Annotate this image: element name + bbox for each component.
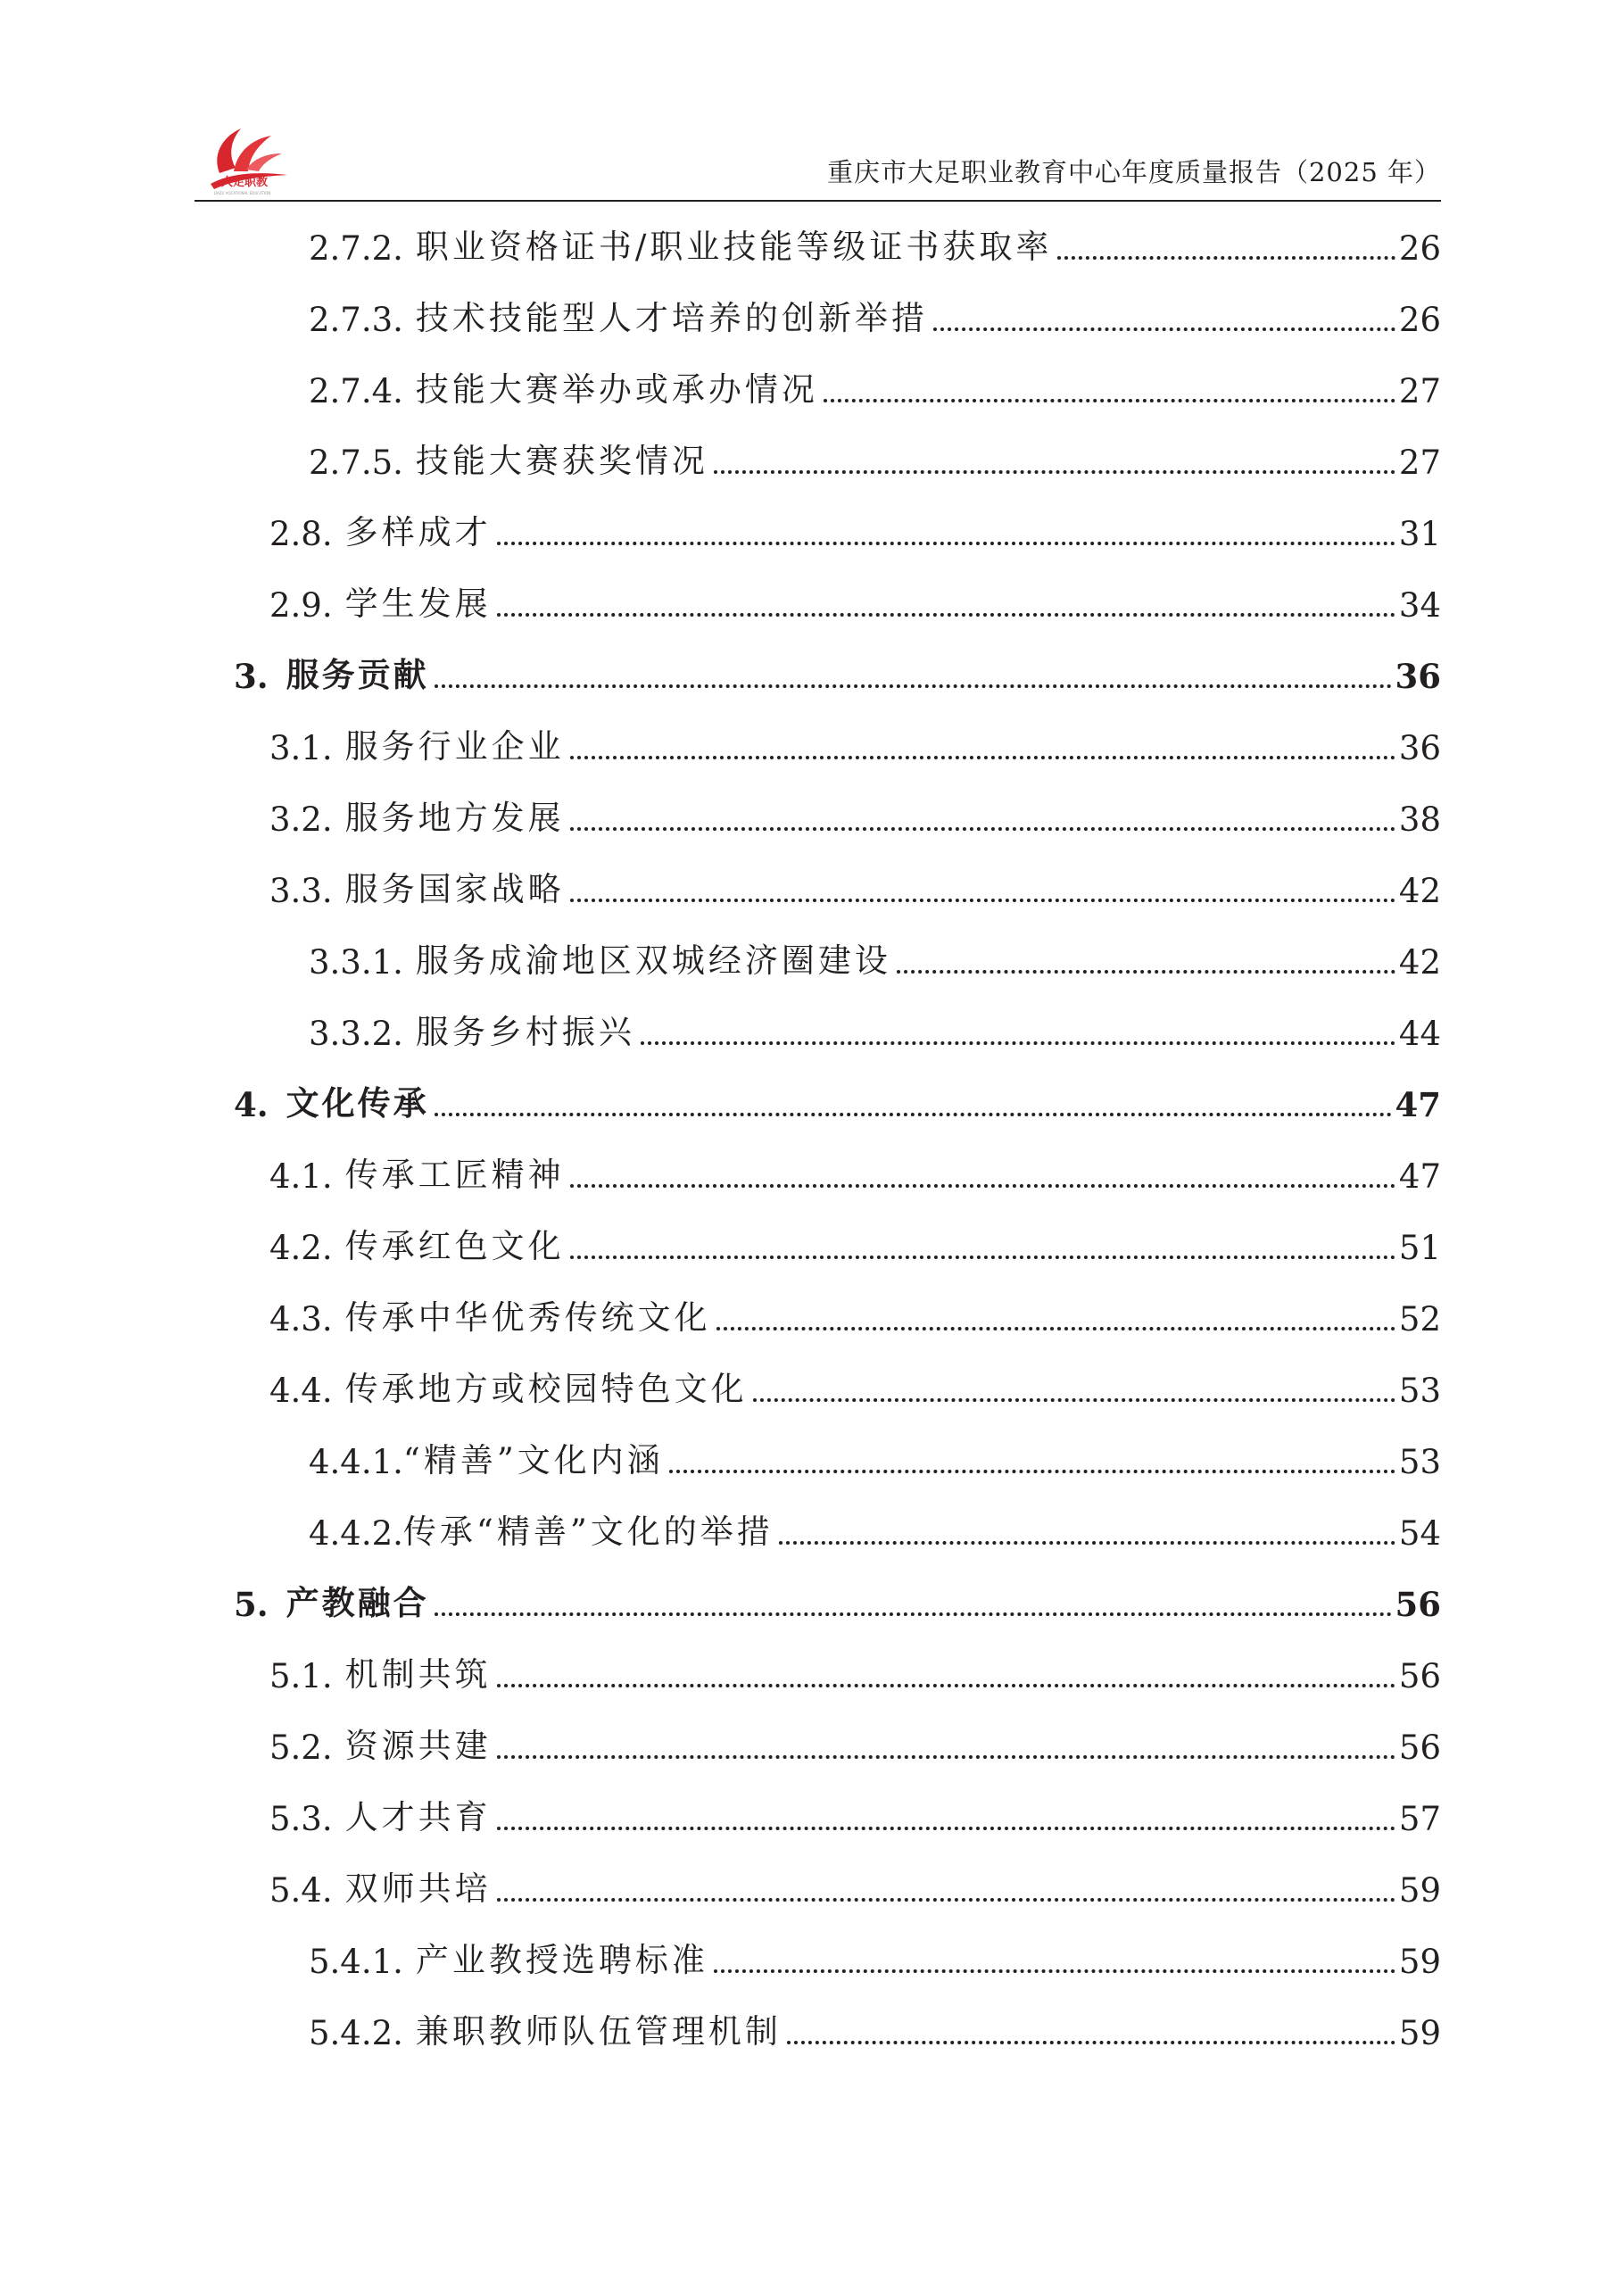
toc-leader-dots xyxy=(497,1898,1395,1902)
toc-page-number: 27 xyxy=(1398,372,1441,410)
toc-entry-3-3[interactable] xyxy=(269,860,1441,910)
logo-text: 大足职教 xyxy=(221,176,269,189)
toc-number: 3.3. xyxy=(269,872,333,910)
toc-entry-2-8[interactable] xyxy=(269,503,1441,553)
toc-label: “精善”文化内涵 xyxy=(402,1441,664,1480)
toc-entry-5-1[interactable] xyxy=(269,1645,1441,1695)
toc-entry-3-1[interactable] xyxy=(269,717,1441,767)
toc-page-number: 47 xyxy=(1395,1085,1441,1124)
toc-number: 5.4. xyxy=(269,1871,333,1910)
toc-label: 传承地方或校园特色文化 xyxy=(344,1370,748,1408)
toc-entry-4-4-1[interactable] xyxy=(309,1431,1441,1481)
toc-leader-dots xyxy=(497,1827,1395,1830)
toc-entry-4-4-2[interactable] xyxy=(309,1503,1441,1553)
toc-page-number: 38 xyxy=(1398,800,1441,839)
toc-label: 双师共培 xyxy=(344,1869,492,1908)
toc-label: 产业教授选聘标准 xyxy=(415,1941,708,1979)
toc-leader-dots xyxy=(570,1256,1395,1259)
toc-number: 5. xyxy=(234,1585,269,1624)
toc-number: 5.1. xyxy=(269,1657,333,1695)
toc-number: 2.7.4. xyxy=(309,372,403,410)
toc-entry-2-7-2[interactable] xyxy=(309,218,1441,268)
toc-leader-dots xyxy=(497,1755,1395,1759)
toc-page-number: 42 xyxy=(1398,872,1441,910)
toc-number: 4. xyxy=(234,1085,269,1124)
toc-entry-3-2[interactable] xyxy=(269,789,1441,839)
toc-page-number: 36 xyxy=(1398,729,1441,767)
toc-page-number: 34 xyxy=(1398,586,1441,625)
toc-number: 4.4.2. xyxy=(309,1514,403,1553)
toc-leader-dots xyxy=(570,756,1395,759)
toc-leader-dots xyxy=(570,899,1395,902)
toc-leader-dots xyxy=(753,1398,1395,1402)
toc-page-number: 59 xyxy=(1398,1871,1441,1910)
toc-leader-dots xyxy=(497,613,1395,617)
toc-entry-4[interactable] xyxy=(234,1074,1441,1124)
toc-number: 2.7.5. xyxy=(309,443,403,482)
toc-leader-dots xyxy=(669,1470,1395,1473)
toc-leader-dots xyxy=(897,970,1395,974)
toc-number: 4.4.1. xyxy=(309,1443,403,1481)
toc-leader-dots xyxy=(824,399,1395,402)
toc-leader-dots xyxy=(497,542,1395,545)
toc-number: 3. xyxy=(234,657,269,696)
toc-leader-dots xyxy=(435,684,1392,688)
toc-page-number: 26 xyxy=(1398,301,1441,339)
toc-page-number: 44 xyxy=(1398,1015,1441,1053)
toc-page-number: 57 xyxy=(1398,1800,1441,1838)
report-title: 重庆市大足职业教育中心年度质量报告（2025 年） xyxy=(826,157,1441,187)
toc-leader-dots xyxy=(497,1684,1395,1687)
school-logo-icon xyxy=(195,121,293,198)
toc-number: 2.7.2. xyxy=(309,229,403,268)
toc-label: 人才共育 xyxy=(344,1798,492,1836)
toc-entry-3-3-2[interactable] xyxy=(309,1003,1441,1053)
toc-leader-dots xyxy=(570,827,1395,831)
toc-entry-3-3-1[interactable] xyxy=(309,932,1441,982)
toc-number: 2.9. xyxy=(269,586,333,625)
toc-number: 5.4.1. xyxy=(309,1943,403,1981)
toc-leader-dots xyxy=(779,1541,1395,1545)
toc-number: 3.3.2. xyxy=(309,1015,403,1053)
toc-entry-5[interactable] xyxy=(234,1574,1441,1624)
toc-leader-dots xyxy=(641,1041,1395,1045)
toc-entry-5-2[interactable] xyxy=(269,1717,1441,1767)
toc-label: 资源共建 xyxy=(344,1727,492,1765)
toc-number: 4.2. xyxy=(269,1229,333,1267)
logo-subtext: DAZU VOCATIONAL EDUCATION xyxy=(214,191,271,195)
toc-number: 3.3.1. xyxy=(309,943,403,982)
toc-label: 技能大赛获奖情况 xyxy=(415,442,708,480)
toc-entry-5-4-2[interactable] xyxy=(309,2002,1441,2052)
toc-number: 5.2. xyxy=(269,1728,333,1767)
toc-label: 文化传承 xyxy=(286,1083,429,1123)
toc-leader-dots xyxy=(933,327,1395,331)
toc-leader-dots xyxy=(1057,256,1395,260)
toc-page-number: 53 xyxy=(1398,1372,1441,1410)
toc-page-number: 56 xyxy=(1398,1728,1441,1767)
toc-label: 服务国家战略 xyxy=(344,870,565,908)
toc-entry-3[interactable] xyxy=(234,646,1441,696)
toc-label: 产教融合 xyxy=(286,1583,429,1622)
toc-label: 机制共筑 xyxy=(344,1655,492,1694)
toc-label: 服务乡村振兴 xyxy=(415,1013,635,1051)
toc-label: 技能大赛举办或承办情况 xyxy=(415,370,818,409)
toc-page-number: 56 xyxy=(1395,1585,1441,1624)
toc-number: 2.8. xyxy=(269,515,333,553)
toc-label: 传承“精善”文化的举措 xyxy=(402,1513,774,1551)
page-header xyxy=(195,105,1441,202)
toc-entry-2-9[interactable] xyxy=(269,575,1441,625)
toc-page-number: 53 xyxy=(1398,1443,1441,1481)
toc-label: 传承红色文化 xyxy=(344,1227,565,1265)
toc-leader-dots xyxy=(435,1612,1392,1616)
toc-page-number: 47 xyxy=(1398,1157,1441,1196)
toc-page-number: 59 xyxy=(1398,1943,1441,1981)
toc-leader-dots xyxy=(714,470,1395,474)
toc-leader-dots xyxy=(716,1327,1395,1330)
toc-page-number: 51 xyxy=(1398,1229,1441,1267)
toc-page-number: 54 xyxy=(1398,1514,1441,1553)
toc-entry-4-2[interactable] xyxy=(269,1217,1441,1267)
toc-entry-2-7-4[interactable] xyxy=(309,361,1441,410)
toc-leader-dots xyxy=(435,1113,1392,1116)
toc-page-number: 52 xyxy=(1398,1300,1441,1339)
toc-label: 兼职教师队伍管理机制 xyxy=(415,2012,782,2051)
toc-entry-4-1[interactable] xyxy=(269,1146,1441,1196)
toc-page-number: 27 xyxy=(1398,443,1441,482)
toc-entry-4-4[interactable] xyxy=(269,1360,1441,1410)
toc-label: 服务地方发展 xyxy=(344,799,565,837)
toc-entry-2-7-5[interactable] xyxy=(309,432,1441,482)
toc-label: 服务贡献 xyxy=(286,655,429,694)
toc-label: 技术技能型人才培养的创新举措 xyxy=(415,299,928,337)
toc-label: 传承中华优秀传统文化 xyxy=(344,1298,711,1337)
toc-leader-dots xyxy=(787,2041,1395,2044)
toc-leader-dots xyxy=(570,1184,1395,1188)
toc-page-number: 36 xyxy=(1395,657,1441,696)
toc-page-number: 26 xyxy=(1398,229,1441,268)
toc-page-number: 42 xyxy=(1398,943,1441,982)
toc-number: 5.4.2. xyxy=(309,2014,403,2052)
toc-number: 3.1. xyxy=(269,729,333,767)
toc-label: 职业资格证书/职业技能等级证书获取率 xyxy=(415,228,1053,266)
toc-entry-5-4-1[interactable] xyxy=(309,1931,1441,1981)
toc-number: 2.7.3. xyxy=(309,301,403,339)
toc-number: 4.3. xyxy=(269,1300,333,1339)
toc-label: 多样成才 xyxy=(344,513,492,551)
toc-number: 3.2. xyxy=(269,800,333,839)
toc-page-number: 56 xyxy=(1398,1657,1441,1695)
toc-number: 5.3. xyxy=(269,1800,333,1838)
toc-entry-2-7-3[interactable] xyxy=(309,289,1441,339)
toc-label: 服务行业企业 xyxy=(344,727,565,766)
toc-label: 传承工匠精神 xyxy=(344,1156,565,1194)
toc-entry-5-3[interactable] xyxy=(269,1788,1441,1838)
toc-entry-4-3[interactable] xyxy=(269,1289,1441,1339)
toc-page-number: 31 xyxy=(1398,515,1441,553)
toc-number: 4.4. xyxy=(269,1372,333,1410)
toc-page-number: 59 xyxy=(1398,2014,1441,2052)
toc-number: 4.1. xyxy=(269,1157,333,1196)
toc-entry-5-4[interactable] xyxy=(269,1860,1441,1910)
toc-label: 学生发展 xyxy=(344,584,492,623)
toc-leader-dots xyxy=(714,1969,1395,1973)
toc-label: 服务成渝地区双城经济圈建设 xyxy=(415,941,891,980)
